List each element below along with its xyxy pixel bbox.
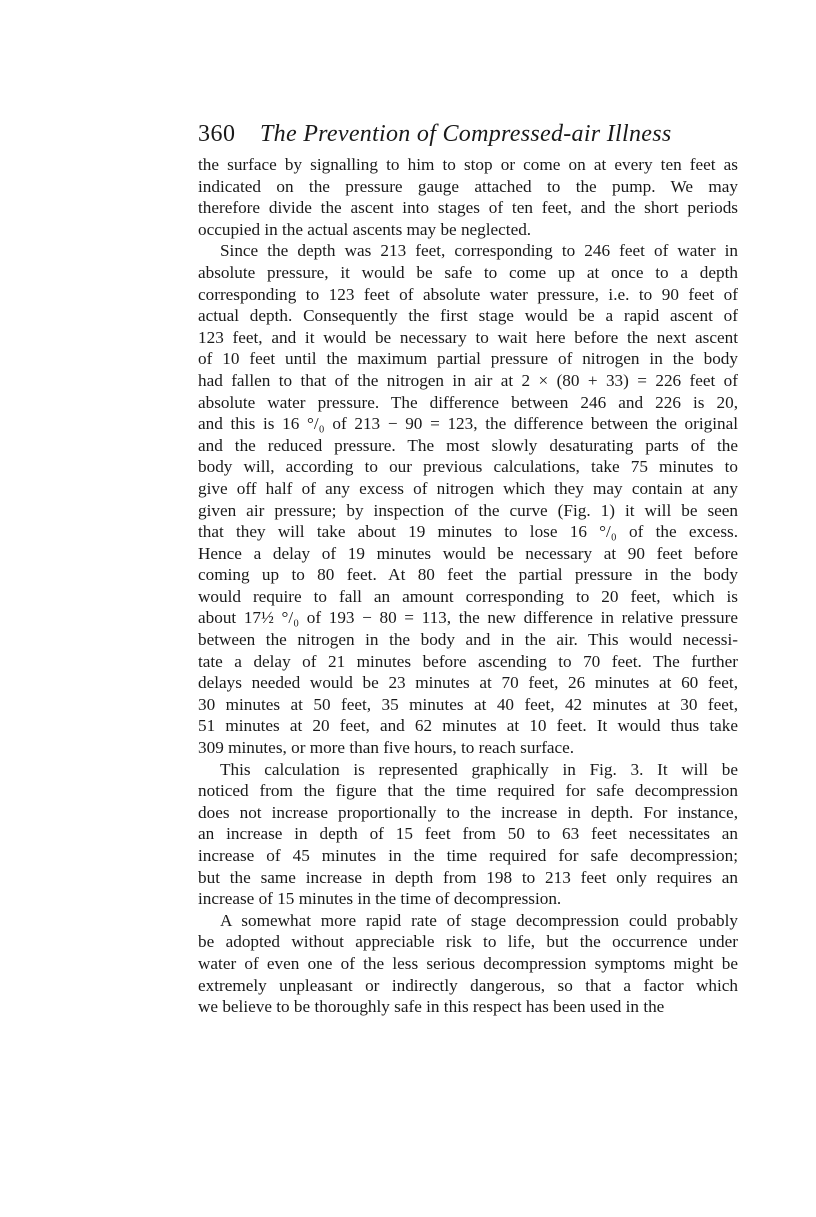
text-line: we believe to be thoroughly safe in this respect has been used in the <box>198 997 665 1017</box>
text-line: body will, according to our previous calculations, take 75 minutes to <box>198 457 738 477</box>
text-line: about 17½ °/₀ of 193 − 80 = 113, the new difference in relative pressure <box>198 608 738 628</box>
text-line: increase of 15 minutes in the time of decompression. <box>198 889 562 909</box>
body-text <box>198 154 738 1018</box>
text-line: of 10 feet until the maximum partial pressure of nitrogen in the body <box>198 349 738 369</box>
text-line: Hence a delay of 19 minutes would be necessary at 90 feet before <box>198 543 738 563</box>
text-line: delays needed would be 23 minutes at 70 feet, 26 minutes at 60 feet, <box>198 673 738 693</box>
running-head <box>198 118 738 150</box>
text-line: that they will take about 19 minutes to lose 16 °/₀ of the excess. <box>198 522 738 542</box>
text-line: be adopted without appreciable risk to life, but the occurrence under <box>198 932 738 952</box>
paragraph-p2 <box>198 240 738 758</box>
page-number: 360 <box>198 121 236 147</box>
text-line: the surface by signalling to him to stop or come on at every ten feet as <box>198 155 738 174</box>
text-line: absolute water pressure. The difference between 246 and 226 is 20, <box>198 392 738 412</box>
text-line: A somewhat more rapid rate of stage decompression could probably <box>220 910 738 930</box>
text-line: between the nitrogen in the body and in the air. This would necessi- <box>198 630 738 650</box>
text-line: tate a delay of 21 minutes before ascending to 70 feet. The further <box>198 651 738 671</box>
paragraph-p1 <box>198 154 738 240</box>
text-line: 30 minutes at 50 feet, 35 minutes at 40 feet, 42 minutes at 30 feet, <box>198 694 738 714</box>
text-line: 123 feet, and it would be necessary to wait here before the next ascent <box>198 327 738 347</box>
text-line: therefore divide the ascent into stages of ten feet, and the short periods <box>198 198 738 218</box>
text-line: 309 minutes, or more than five hours, to reach surface. <box>198 738 575 758</box>
book-page <box>198 118 738 1018</box>
text-line: occupied in the actual ascents may be neglected. <box>198 219 532 239</box>
text-line: does not increase proportionally to the increase in depth. For instance, <box>198 802 738 822</box>
text-line: Since the depth was 213 feet, corresponding to 246 feet of water in <box>220 241 738 261</box>
paragraph-p4 <box>198 910 738 1018</box>
text-line: and this is 16 °/₀ of 213 − 90 = 123, the difference between the original <box>198 414 738 434</box>
text-line: indicated on the pressure gauge attached to the pump. We may <box>198 176 738 196</box>
text-line: noticed from the figure that the time required for safe decompression <box>198 781 738 801</box>
text-line: This calculation is represented graphically in Fig. 3. It will be <box>220 759 738 779</box>
text-line: corresponding to 123 feet of absolute water pressure, i.e. to 90 feet of <box>198 284 738 304</box>
paragraph-p3 <box>198 759 738 910</box>
text-line: an increase in depth of 15 feet from 50 to 63 feet necessitates an <box>198 824 738 844</box>
text-line: coming up to 80 feet. At 80 feet the partial pressure in the body <box>198 565 738 585</box>
text-line: water of even one of the less serious decompression symptoms might be <box>198 953 738 973</box>
text-line: give off half of any excess of nitrogen which they may contain at any <box>198 478 738 498</box>
text-line: given air pressure; by inspection of the curve (Fig. 1) it will be seen <box>198 500 738 520</box>
text-line: increase of 45 minutes in the time required for safe decompression; <box>198 846 738 865</box>
text-line: would require to fall an amount corresponding to 20 feet, which is <box>198 586 738 606</box>
text-line: actual depth. Consequently the first stage would be a rapid ascent of <box>198 306 738 326</box>
running-title: The Prevention of Compressed-air Illness <box>260 121 672 147</box>
text-line: extremely unpleasant or indirectly dangerous, so that a factor which <box>198 975 738 995</box>
text-line: 51 minutes at 20 feet, and 62 minutes at 10 feet. It would thus take <box>198 716 738 736</box>
text-line: had fallen to that of the nitrogen in air at 2 × (80 + 33) = 226 feet of <box>198 370 738 390</box>
text-line: and the reduced pressure. The most slowly desaturating parts of the <box>198 435 738 455</box>
text-line: but the same increase in depth from 198 to 213 feet only requires an <box>198 867 738 887</box>
text-line: absolute pressure, it would be safe to come up at once to a depth <box>198 262 738 282</box>
